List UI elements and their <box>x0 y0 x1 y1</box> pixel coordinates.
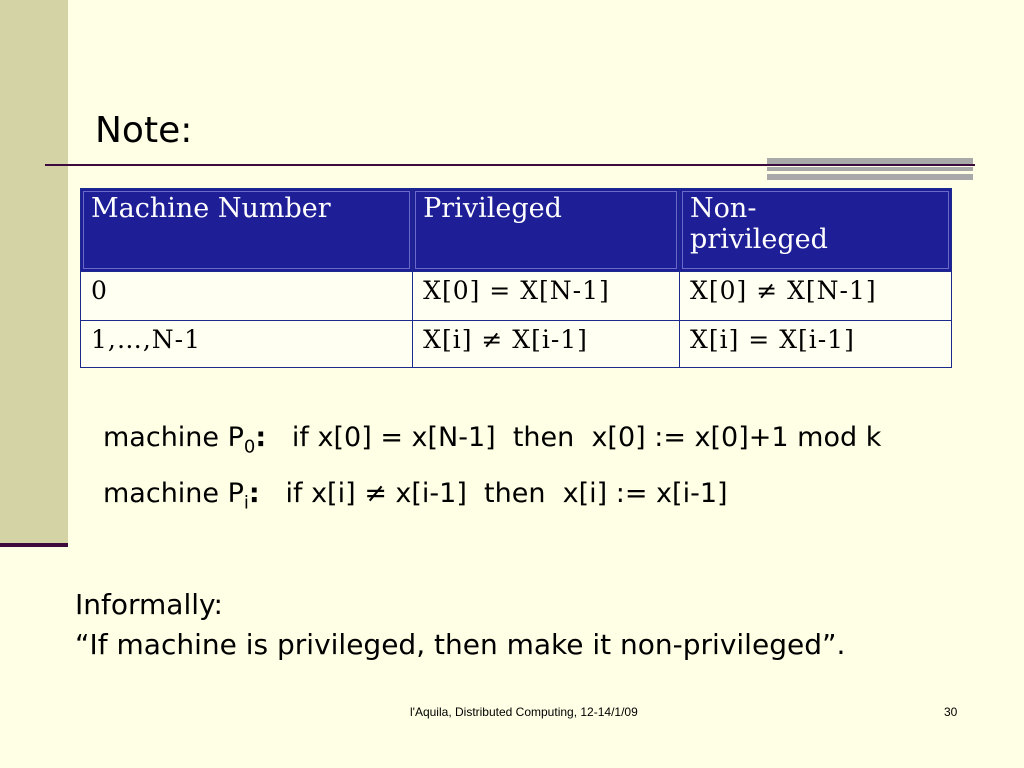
table-row <box>81 272 952 321</box>
table-cell: X[0] ≠ X[N-1] <box>680 272 952 321</box>
title-accent-bars <box>767 158 973 180</box>
slide-title: Note: <box>95 110 193 151</box>
table-row <box>81 321 952 368</box>
informal-block <box>75 585 845 665</box>
table-header-row <box>81 189 952 272</box>
rule-machine-p0: machine $P_0$: if x[0] = x[N-1] then x[0] := x[0]+1 mod k <box>103 422 882 458</box>
table-cell: 1,…,N-1 <box>81 321 413 368</box>
header-non-privileged: Non-privileged <box>680 189 952 272</box>
informal-quote: “If machine is privileged, then make it non-privileged”. <box>75 628 846 661</box>
informal-label: Informally: <box>75 588 223 621</box>
left-sidebar-band <box>0 0 68 545</box>
table-cell: X[0] = X[N-1] <box>413 272 680 321</box>
table-cell: X[i] ≠ X[i-1] <box>413 321 680 368</box>
table-cell: X[i] = X[i-1] <box>680 321 952 368</box>
footer-text: l'Aquila, Distributed Computing, 12-14/1/09 <box>410 705 638 719</box>
rule-machine-pi: machine $P_i$: if x[i] ≠ x[i-1] then x[i] := x[i-1] <box>103 478 728 514</box>
header-privileged: Privileged <box>413 189 680 272</box>
sidebar-accent-line <box>0 543 68 547</box>
header-machine-number: Machine Number <box>81 189 413 272</box>
table-cell: 0 <box>81 272 413 321</box>
privilege-table <box>80 188 952 368</box>
page-number: 30 <box>944 705 958 719</box>
